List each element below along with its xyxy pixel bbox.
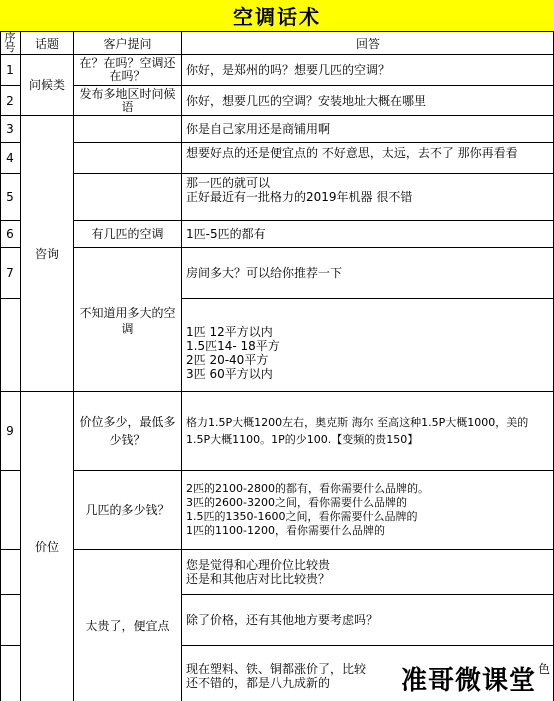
answer-13-tail: 色 [538, 662, 551, 676]
grid-h-a-8 [181, 391, 554, 392]
answer-4-line: 想要好点的还是便宜点的 不好意思，太远，去不了 那你再看看 [186, 146, 518, 160]
topic-consult: 咨询 [34, 246, 59, 261]
row-1-seq: 1 [6, 63, 14, 77]
grid-h-seq-2 [0, 115, 20, 116]
grid-h-q-8 [73, 470, 182, 471]
grid-h-q-1 [73, 85, 182, 86]
answer-13-line-2: 还不错的，都是八九成新的 [186, 676, 331, 690]
answer-8-line-2: 1.5匹14- 18平方 [186, 339, 280, 353]
grid-h-seq-9 [0, 470, 20, 471]
answer-11-line-2: 还是和其他店对比比较贵？ [186, 572, 331, 586]
grid-h-seq-8 [0, 391, 20, 392]
answer-9 [182, 392, 554, 470]
grid-h-a-5 [181, 220, 554, 221]
grid-h-a-12 [181, 645, 554, 646]
answer-8-line-3: 2匹 20-40平方 [186, 353, 269, 367]
header-seq [0, 32, 20, 55]
topic-price: 价位 [34, 539, 59, 554]
answer-9-line: 格力1.5P大概1200左右，奥克斯 海尔 至高这种1.5P大概1000，美的1.5P大概1100。1P的少100.【变频的贵150】 [186, 416, 529, 446]
answer-13-line-1: 现在塑料、铁、铜都涨价了，比较 [186, 662, 367, 676]
answer-11 [182, 550, 554, 594]
row-4-seq: 4 [6, 151, 14, 165]
row-6-seq: 6 [6, 227, 14, 241]
answer-10 [182, 471, 554, 549]
grid-h-seq-12 [0, 645, 20, 646]
row-3-seq: 3 [6, 122, 14, 136]
question-1: 在？在吗？空调还在吗？ [79, 56, 176, 83]
question-price-per-hp: 几匹的多少钱？ [85, 503, 170, 517]
grid-h-a-11 [181, 594, 554, 595]
answer-12 [182, 595, 554, 645]
grid-h-seq-11 [0, 594, 20, 595]
grid-h-seq-4 [0, 173, 20, 174]
answer-6-line: 1匹-5匹的都有 [186, 227, 266, 241]
answer-12-line: 除了价格，还有其他地方要考虑吗？ [186, 613, 379, 627]
answer-2-line: 你好，想要几匹的空调？安装地址大概在哪里 [186, 94, 427, 108]
grid-h-a-7 [181, 298, 554, 299]
answer-8-line-4: 3匹 60平方以内 [186, 367, 273, 381]
header-answer: 回答 [182, 32, 554, 55]
grid-h-a-10 [181, 549, 554, 550]
grid-h-q-3 [73, 142, 182, 143]
grid-h-a-3 [181, 142, 554, 143]
grid-h-q-6 [73, 247, 182, 248]
answer-4 [182, 143, 554, 173]
grid-h-seq-7 [0, 298, 20, 299]
answer-3 [182, 116, 554, 142]
answer-1 [182, 55, 554, 85]
answer-8-line-1: 1匹 12平方以内 [186, 325, 273, 339]
header-question: 客户提问 [74, 32, 181, 55]
grid-h-seq-10 [0, 549, 20, 550]
grid-v-2 [73, 31, 74, 701]
row-7-seq: 7 [6, 266, 14, 280]
header-seq-label: 序号 [4, 32, 16, 54]
answer-7 [182, 248, 554, 298]
answer-3-line: 你是自己家用还是商铺用啊 [186, 122, 331, 136]
grid-h-topic-2 [20, 391, 74, 392]
answer-5-line-2: 正好最近有一批格力的2019年机器 很不错 [186, 190, 413, 204]
answer-10-line-2: 3匹的2600-3200之间，看你需要什么品牌的 [186, 496, 407, 509]
answer-8 [182, 299, 554, 391]
grid-h-header [0, 54, 554, 55]
answer-1-line: 你好，是郑州的吗？想要几匹的空调？ [186, 63, 391, 77]
watermark-logo: 准哥微课堂 [400, 666, 536, 696]
question-9: 价位多少，最低多少钱？ [79, 415, 176, 447]
question-too-expensive: 太贵了，便宜点 [85, 618, 170, 633]
grid-h-a-4 [181, 173, 554, 174]
sheet-title: 空调话术 [0, 0, 554, 32]
question-7: 不知道用多大的空调 [79, 306, 176, 336]
grid-h-q-5 [73, 220, 182, 221]
header-topic: 话题 [21, 32, 73, 55]
answer-7-line: 房间多大？可以给你推荐一下 [186, 266, 343, 280]
topic-greeting: 问候类 [28, 78, 65, 92]
answer-10-line-4: 1匹的1100-1200，看你需要什么品牌的 [186, 524, 385, 537]
grid-h-seq-1 [0, 85, 20, 86]
answer-10-line-1: 2匹的2100-2800的都有，看你需要什么品牌的。 [186, 482, 429, 495]
question-2: 发布多地区时问候语 [79, 87, 176, 114]
question-6: 有几匹的空调 [91, 227, 164, 241]
answer-5 [182, 174, 554, 220]
row-2-seq: 2 [6, 94, 14, 108]
grid-h-seq-5 [0, 220, 20, 221]
grid-v-3 [181, 31, 182, 701]
answer-10-line-3: 1.5匹的1350-1600之间，看你需要什么品牌的 [186, 510, 418, 523]
answer-2 [182, 86, 554, 116]
grid-v-0 [0, 31, 1, 701]
grid-h-q-7 [73, 391, 182, 392]
grid-h-a-1 [181, 85, 554, 86]
answer-11-line-1: 您是觉得和心理价位比较贵 [186, 558, 331, 572]
row-5-seq: 5 [6, 190, 14, 204]
row-9-seq: 9 [6, 424, 14, 438]
grid-h-topic-1 [20, 115, 74, 116]
answer-5-line-1: 那一匹的就可以 [186, 176, 271, 190]
grid-h-q-4 [73, 173, 182, 174]
grid-v-1 [20, 31, 21, 701]
grid-h-q-9 [73, 549, 182, 550]
grid-h-seq-6 [0, 247, 20, 248]
grid-h-a-9 [181, 470, 554, 471]
grid-h-q-2 [73, 115, 182, 116]
grid-h-a-6 [181, 247, 554, 248]
answer-6 [182, 221, 554, 247]
grid-h-a-2 [181, 115, 554, 116]
grid-h-seq-3 [0, 142, 20, 143]
